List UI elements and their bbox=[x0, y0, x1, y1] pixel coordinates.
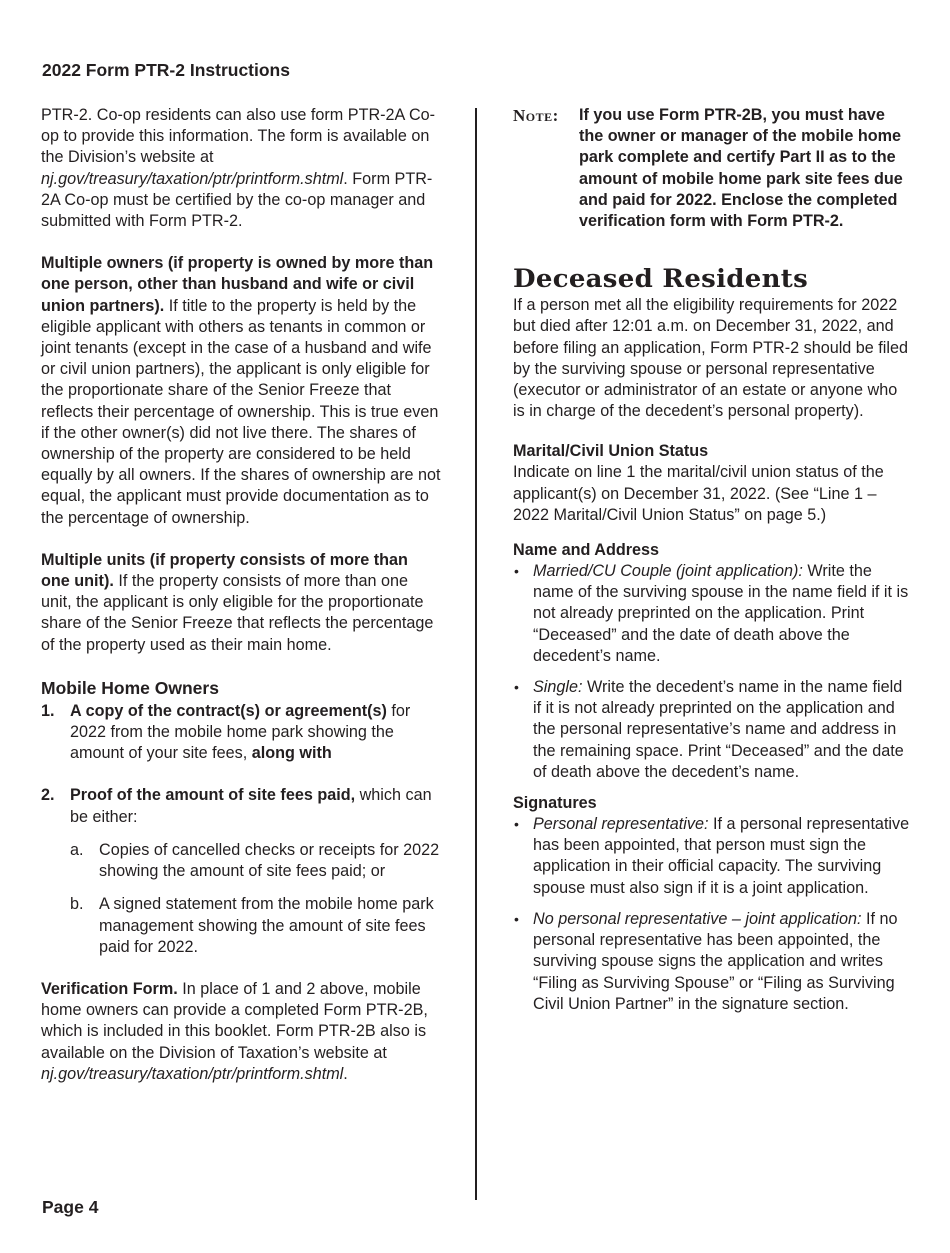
list-item-text: for 2022 from the mobile home park showing the amount of your site fees, bbox=[70, 701, 411, 763]
page-number: Page 4 bbox=[42, 1197, 99, 1217]
proof-options-list bbox=[70, 840, 441, 958]
bullet-text: If no personal representative has been appointed, the surviving spouse signs the application and writes “Filing as Surviving Spouse” or “Filing as Surviving Civil Union Partner” in the signature section. bbox=[533, 909, 898, 1013]
bullet-label: Personal representative: bbox=[533, 815, 709, 834]
list-item bbox=[70, 894, 441, 958]
page-header-title: 2022 Form PTR-2 Instructions bbox=[42, 60, 290, 80]
list-item-text: Copies of cancelled checks or receipts for 2022 showing the amount of site fees paid; or bbox=[99, 840, 440, 881]
name-address-list bbox=[513, 561, 913, 783]
column-divider bbox=[475, 108, 477, 1200]
list-item bbox=[41, 785, 441, 827]
multiple-owners-paragraph bbox=[41, 253, 441, 529]
note-text: If you use Form PTR-2B, you must have the owner or manager of the mobile home park complete and certify Part II as to the amount of mobile home park site fees due and paid for 2022. Enclose the completed verification form with Form PTR-2. bbox=[579, 106, 903, 231]
list-item bbox=[70, 840, 441, 882]
multiple-units-heading: Multiple units (if property consists of more than one unit). bbox=[41, 550, 408, 591]
list-item-bold: Proof of the amount of site fees paid, bbox=[70, 786, 356, 805]
verification-form-paragraph bbox=[41, 979, 441, 1085]
coop-intro-text: PTR-2. Co-op residents can also use form PTR-2A Co-op to provide this information. The form is available on the Division’s website at bbox=[41, 106, 436, 167]
right-column bbox=[513, 105, 913, 1025]
name-address-heading: Name and Address bbox=[513, 541, 660, 560]
list-item-bold: A copy of the contract(s) or agreement(s) bbox=[70, 701, 387, 720]
deceased-residents-heading: Deceased Residents bbox=[513, 264, 809, 294]
mobile-home-owners-heading: Mobile Home Owners bbox=[41, 677, 219, 698]
bullet-text: If a personal representative has been appointed, that person must sign the application in their official capacity. The surviving spouse must also sign if it is a joint application. bbox=[533, 815, 910, 897]
bullet-icon: • bbox=[514, 679, 519, 696]
left-column bbox=[41, 105, 441, 1106]
list-item bbox=[513, 561, 913, 667]
list-marker: b. bbox=[70, 895, 84, 914]
signatures-heading: Signatures bbox=[513, 794, 597, 813]
list-item-text: which can be either: bbox=[70, 786, 432, 826]
multiple-units-text: If the property consists of more than one unit, the applicant is only eligible for the proportionate share of the Senior Freeze that reflects the percentage of the property used as their main home. bbox=[41, 572, 434, 654]
printform-link[interactable]: nj.gov/treasury/taxation/ptr/printform.shtml bbox=[41, 1064, 344, 1083]
mobile-home-requirements-list bbox=[41, 701, 441, 828]
multiple-owners-text: If title to the property is held by the eligible applicant with others as tenants in common or joint tenants (except in the case of a husband and wife or civil union partners), the applicant is only eligible for the proportionate share of the Senior Freeze that reflects their percentage of ownership. This is true even if the other owner(s) did not live there. The shares of ownership of the property are considered to be held equally by all owners. If the shares of ownership are not equal, the applicant must provide documentation as to the percentage of ownership. bbox=[41, 296, 441, 527]
verification-form-heading: Verification Form. bbox=[41, 979, 178, 998]
marital-status-heading: Marital/Civil Union Status bbox=[513, 442, 709, 461]
note-label: Note: bbox=[513, 106, 559, 125]
printform-link[interactable]: nj.gov/treasury/taxation/ptr/printform.shtml bbox=[41, 169, 344, 188]
bullet-text: Write the name of the surviving spouse in the name field if it is not already preprinted on the application. Print “Deceased” and the date of death above the decedent’s name. bbox=[533, 562, 909, 665]
coop-intro-text-end: . Form PTR-2A Co-op must be certified by the co-op manager and submitted with Form PTR-2. bbox=[41, 169, 433, 231]
list-item bbox=[41, 701, 441, 765]
multiple-units-paragraph bbox=[41, 550, 441, 656]
list-item bbox=[513, 677, 913, 783]
multiple-owners-heading: Multiple owners (if property is owned by more than one person, other than husband and wife or civil union partners). bbox=[41, 254, 434, 315]
list-marker: 1. bbox=[41, 701, 55, 720]
list-item-bold-end: along with bbox=[251, 744, 332, 763]
deceased-intro-paragraph: If a person met all the eligibility requirements for 2022 but died after 12:01 a.m. on December 31, 2022, and before filing an application, Form PTR-2 should be filed by the surviving spouse or personal representative (executor or administrator of an estate or anyone who is in charge of the decedent’s personal property). bbox=[513, 296, 909, 421]
bullet-label: Single: bbox=[533, 678, 583, 697]
list-item bbox=[513, 814, 913, 899]
bullet-icon: • bbox=[514, 563, 519, 580]
bullet-icon: • bbox=[514, 910, 519, 927]
signatures-list bbox=[513, 814, 913, 1015]
note-block bbox=[513, 105, 913, 232]
bullet-text: Write the decedent’s name in the name field if it is not already preprinted on the application and the personal representative’s name and address in the remaining space. Print “Deceased” and the date of death above the decedent’s name. bbox=[533, 678, 904, 781]
bullet-icon: • bbox=[514, 816, 519, 833]
verification-form-text: In place of 1 and 2 above, mobile home owners can provide a completed Form PTR-2B, which is included in this booklet. Form PTR-2B also is available on the Division of Taxation’s website at bbox=[41, 979, 428, 1062]
bullet-label: No personal representative – joint application: bbox=[533, 909, 862, 928]
coop-intro-paragraph bbox=[41, 105, 441, 232]
bullet-label: Married/CU Couple (joint application): bbox=[533, 562, 803, 581]
list-item-text: A signed statement from the mobile home park management showing the amount of site fees paid for 2022. bbox=[99, 895, 434, 956]
marital-status-text: Indicate on line 1 the marital/civil union status of the applicant(s) on December 31, 2022. (See “Line 1 – 2022 Marital/Civil Union Status” on page 5.) bbox=[513, 463, 884, 524]
list-marker: 2. bbox=[41, 786, 55, 805]
verification-form-end: . bbox=[343, 1064, 348, 1083]
list-item bbox=[513, 909, 913, 1015]
list-marker: a. bbox=[70, 840, 84, 859]
